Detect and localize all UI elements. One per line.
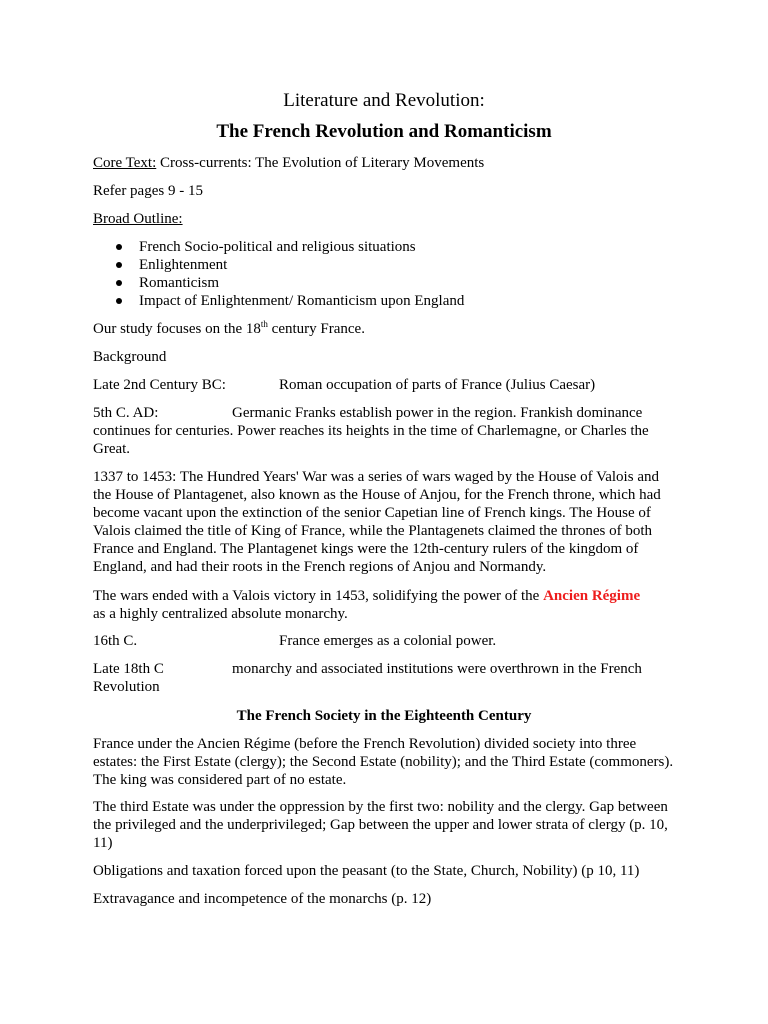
timeline-5th-c <box>93 404 675 458</box>
refer-pages: Refer pages 9 - 15 <box>93 183 203 199</box>
core-text-line <box>93 154 675 172</box>
document-title: Literature and Revolution: <box>283 90 485 111</box>
background-label: Background <box>93 349 167 365</box>
timeline-late-18th <box>93 660 675 696</box>
bullet-icon <box>116 280 122 286</box>
society-paragraph: The third Estate was under the oppression by the first two: nobility and the clergy. Gap between the privileged and the underprivileged; Gap between the upper and lower strata of clergy (p. 10, 11) <box>93 799 668 851</box>
study-focus <box>93 320 675 338</box>
society-paragraph: France under the Ancien Régime (before the French Revolution) divided society into three estates: the First Estate (clergy); the Second Estate (nobility); and the Third Estate (commoners). The king was considered part of no estate. <box>93 736 674 788</box>
wars-ended-paragraph <box>93 587 675 623</box>
core-text-value: Cross-currents: The Evolution of Literary Movements <box>156 155 485 171</box>
outline-item <box>112 292 464 310</box>
timeline-16th-c <box>93 632 675 650</box>
study-focus-sup: th <box>260 319 268 329</box>
study-focus-text: Our study focuses on the 18 <box>93 321 261 337</box>
outline-item <box>112 274 464 292</box>
timeline-date: Late 18th C <box>93 661 164 677</box>
society-paragraph: Obligations and taxation forced upon the peasant (to the State, Church, Nobility) (p 10, 11) <box>93 863 640 879</box>
timeline-late-2nd-bc <box>93 376 675 394</box>
timeline-date: 5th C. AD: <box>93 405 159 421</box>
outline-item-text: Impact of Enlightenment/ Romanticism upon England <box>139 293 465 309</box>
outline-list <box>112 238 464 310</box>
bullet-icon <box>116 298 122 304</box>
section-heading: The French Society in the Eighteenth Century <box>236 708 532 724</box>
society-paragraph: Extravagance and incompetence of the monarchs (p. 12) <box>93 891 432 907</box>
wars-ended-text-end: as a highly centralized absolute monarchy. <box>93 606 348 622</box>
wars-ended-text: The wars ended with a Valois victory in 1453, solidifying the power of the <box>93 588 544 604</box>
timeline-text-continued: Revolution <box>93 679 160 695</box>
core-text-label: Core Text: <box>93 155 157 171</box>
timeline-text: Roman occupation of parts of France (Julius Caesar) <box>279 377 596 393</box>
timeline-date: Late 2nd Century BC: <box>93 377 226 393</box>
timeline-text: Germanic Franks establish power in the region. Frankish dominance <box>232 405 643 421</box>
outline-item <box>112 256 464 274</box>
document-subtitle: The French Revolution and Romanticism <box>216 121 552 142</box>
hundred-years-war-paragraph: 1337 to 1453: The Hundred Years' War was a series of wars waged by the House of Valois and the House of Plantagenet, also known as the House of Anjou, for the French throne, which had become vacant upon the extinction of the senior Capetian line of French kings. The House of Valois claimed the title of King of France, while the Plantagenets claimed the thrones of both France and England. The Plantagenet kings were the 12th-century rulers of the kingdom of England, and had their roots in the French regions of Anjou and Normandy. <box>93 469 661 575</box>
broad-outline-label: Broad Outline: <box>93 211 183 227</box>
timeline-text-continued: continues for centuries. Power reaches its heights in the time of Charlemagne, or Charles the Great. <box>93 423 649 457</box>
bullet-icon <box>116 244 122 250</box>
study-focus-text-end: century France. <box>267 321 365 337</box>
timeline-text: monarchy and associated institutions were overthrown in the French <box>232 661 642 677</box>
bullet-icon <box>116 262 122 268</box>
outline-item-text: French Socio-political and religious situations <box>139 239 416 255</box>
outline-item <box>112 238 464 256</box>
timeline-date: 16th C. <box>93 633 138 649</box>
outline-item-text: Romanticism <box>139 275 219 291</box>
outline-item-text: Enlightenment <box>139 257 228 273</box>
timeline-text: France emerges as a colonial power. <box>279 633 497 649</box>
ancien-regime-highlight: Ancien Régime <box>543 588 641 604</box>
